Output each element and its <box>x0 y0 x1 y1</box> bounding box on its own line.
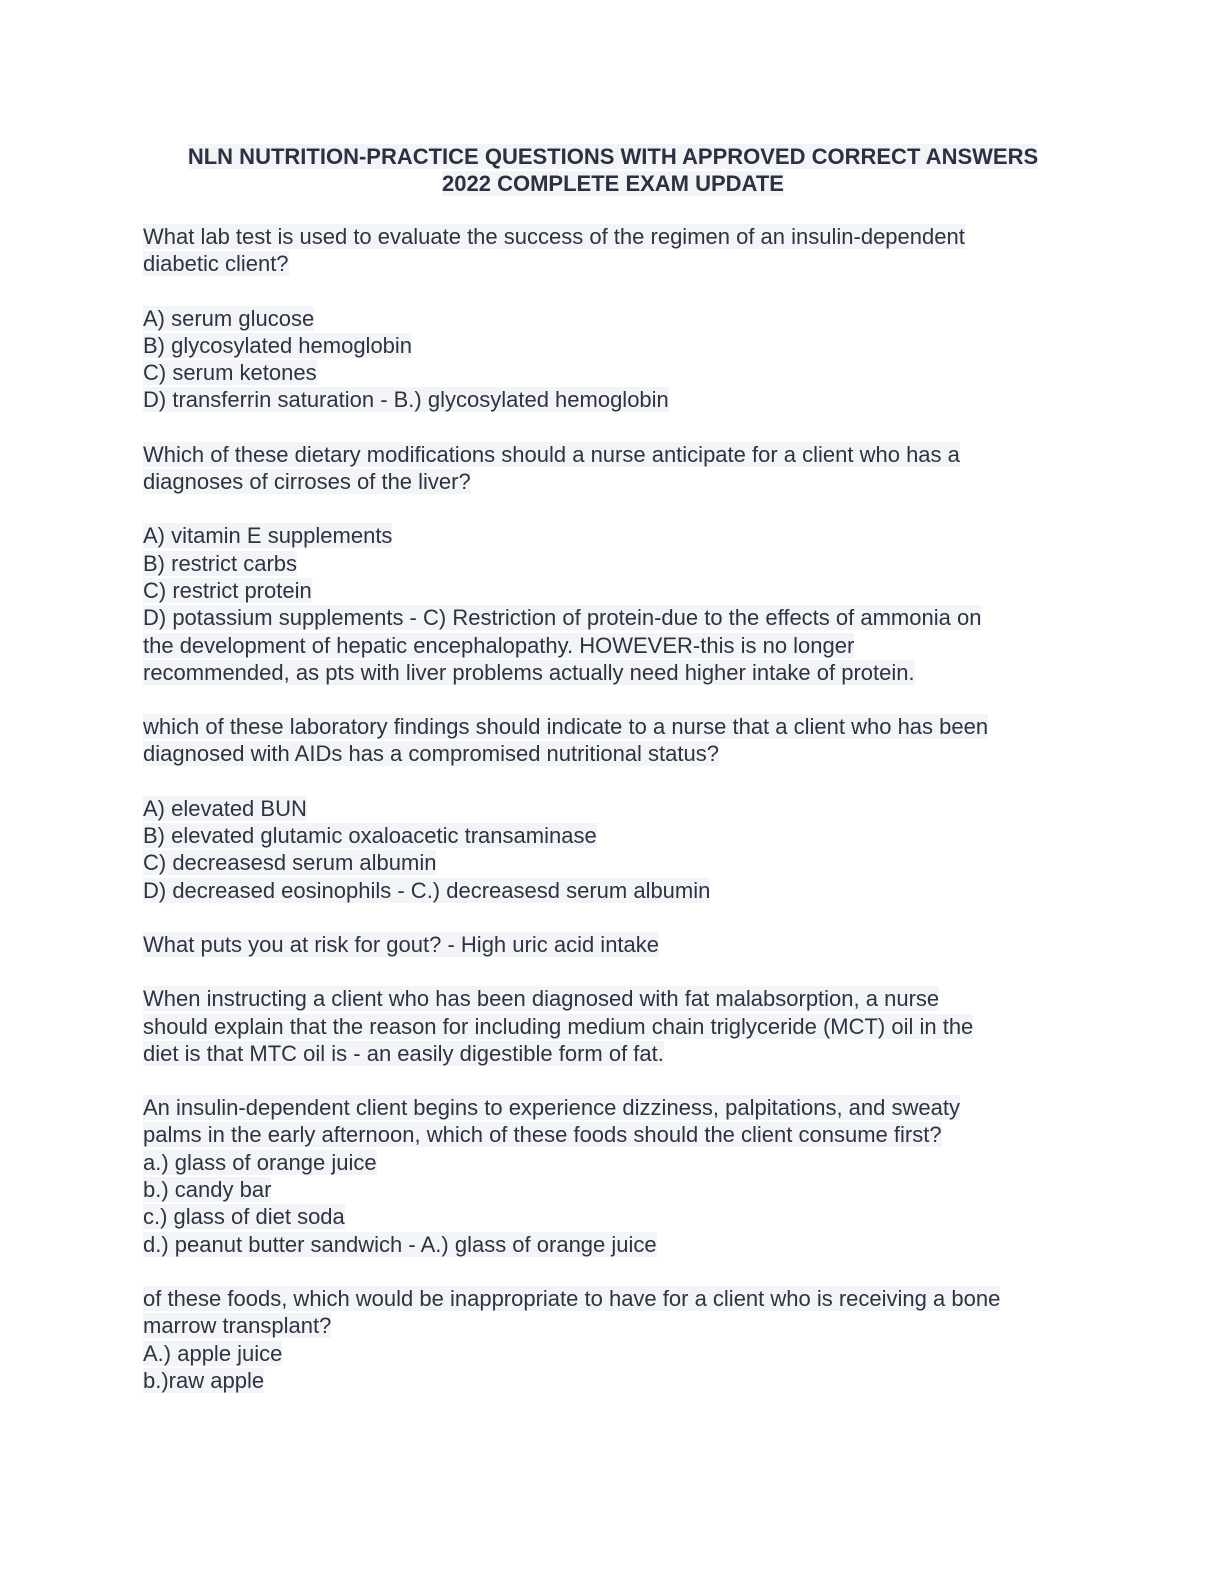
text-line-content: which of these laboratory findings should indicate to a nurse that a client who has been <box>143 714 989 740</box>
text-block <box>143 713 1083 768</box>
text-line-content: a.) glass of orange juice <box>143 1149 377 1175</box>
text-line <box>143 441 1083 468</box>
text-line-content: C) restrict protein <box>143 577 312 603</box>
text-line <box>143 822 1083 849</box>
text-line-content: c.) glass of diet soda <box>143 1204 345 1230</box>
text-line <box>143 632 1083 659</box>
text-line-content: D) transferrin saturation - B.) glycosylated hemoglobin <box>143 387 669 413</box>
text-line <box>143 1121 1083 1148</box>
text-line <box>143 359 1083 386</box>
text-block <box>143 441 1083 496</box>
text-line <box>143 1285 1083 1312</box>
document-title <box>143 143 1083 197</box>
text-line-content: palms in the early afternoon, which of these foods should the client consume first? <box>143 1122 942 1148</box>
text-line <box>143 223 1083 250</box>
text-line-content: What lab test is used to evaluate the success of the regimen of an insulin-dependent <box>143 224 965 249</box>
text-line-content: diet is that MTC oil is - an easily digestible form of fat. <box>143 1040 664 1066</box>
text-block <box>143 795 1083 904</box>
title-line-1: NLN NUTRITION-PRACTICE QUESTIONS WITH APPROVED CORRECT ANSWERS <box>187 144 1039 169</box>
text-line <box>143 468 1083 495</box>
text-line <box>143 877 1083 904</box>
text-line <box>143 250 1083 277</box>
text-line <box>143 740 1083 767</box>
text-line-content: diabetic client? <box>143 251 289 277</box>
text-line <box>143 1367 1083 1394</box>
text-line <box>143 849 1083 876</box>
text-line <box>143 386 1083 413</box>
text-line-content: D) decreased eosinophils - C.) decreasesd serum albumin <box>143 877 711 903</box>
text-line-content: marrow transplant? <box>143 1313 332 1339</box>
text-line-content: What puts you at risk for gout? - High uric acid intake <box>143 931 660 957</box>
text-line <box>143 985 1083 1012</box>
text-line <box>143 1312 1083 1339</box>
text-line <box>143 1340 1083 1367</box>
text-line-content: A) elevated BUN <box>143 795 307 821</box>
text-line-content: B) glycosylated hemoglobin <box>143 332 413 358</box>
text-line <box>143 1149 1083 1176</box>
title-line-2: 2022 COMPLETE EXAM UPDATE <box>442 171 784 196</box>
text-block <box>143 1285 1083 1394</box>
text-line <box>143 550 1083 577</box>
text-line-content: An insulin-dependent client begins to experience dizziness, palpitations, and sweaty <box>143 1095 960 1121</box>
text-block <box>143 522 1083 686</box>
text-line <box>143 1231 1083 1258</box>
text-line-content: A) serum glucose <box>143 305 315 331</box>
document-page <box>143 143 1083 1421</box>
text-line-content: b.)raw apple <box>143 1367 265 1393</box>
text-line-content: B) elevated glutamic oxaloacetic transaminase <box>143 823 597 849</box>
text-line <box>143 1203 1083 1230</box>
text-line-content: Which of these dietary modifications should a nurse anticipate for a client who has a <box>143 441 960 467</box>
text-line <box>143 577 1083 604</box>
text-line-content: C) decreasesd serum albumin <box>143 850 437 876</box>
text-block <box>143 1094 1083 1258</box>
text-line-content: C) serum ketones <box>143 360 317 386</box>
text-line-content: of these foods, which would be inappropriate to have for a client who is receiving a bone <box>143 1285 1001 1311</box>
text-line-content: When instructing a client who has been diagnosed with fat malabsorption, a nurse <box>143 986 940 1012</box>
text-line <box>143 1013 1083 1040</box>
text-block <box>143 305 1083 414</box>
text-line <box>143 931 1083 958</box>
text-line-content: B) restrict carbs <box>143 550 298 576</box>
text-line-content: D) potassium supplements - C) Restriction of protein-due to the effects of ammonia on <box>143 605 982 631</box>
text-line-content: d.) peanut butter sandwich - A.) glass of orange juice <box>143 1231 657 1257</box>
document-body <box>143 223 1083 1394</box>
text-line <box>143 795 1083 822</box>
text-line-content: diagnoses of cirroses of the liver? <box>143 469 471 495</box>
text-line-content: A.) apple juice <box>143 1340 283 1366</box>
text-line-content: the development of hepatic encephalopathy. HOWEVER-this is no longer <box>143 632 855 658</box>
text-line-content: A) vitamin E supplements <box>143 523 393 549</box>
text-line-content: b.) candy bar <box>143 1177 272 1203</box>
text-line <box>143 1094 1083 1121</box>
text-line-content: diagnosed with AIDs has a compromised nutritional status? <box>143 741 719 767</box>
text-line-content: should explain that the reason for including medium chain triglyceride (MCT) oil in the <box>143 1013 974 1039</box>
text-line <box>143 1040 1083 1067</box>
text-block <box>143 985 1083 1067</box>
text-line <box>143 1176 1083 1203</box>
text-block <box>143 223 1083 278</box>
text-line <box>143 713 1083 740</box>
text-line-content: recommended, as pts with liver problems actually need higher intake of protein. <box>143 659 915 685</box>
text-line <box>143 332 1083 359</box>
text-block <box>143 931 1083 958</box>
text-line <box>143 522 1083 549</box>
text-line <box>143 659 1083 686</box>
text-line <box>143 305 1083 332</box>
text-line <box>143 604 1083 631</box>
